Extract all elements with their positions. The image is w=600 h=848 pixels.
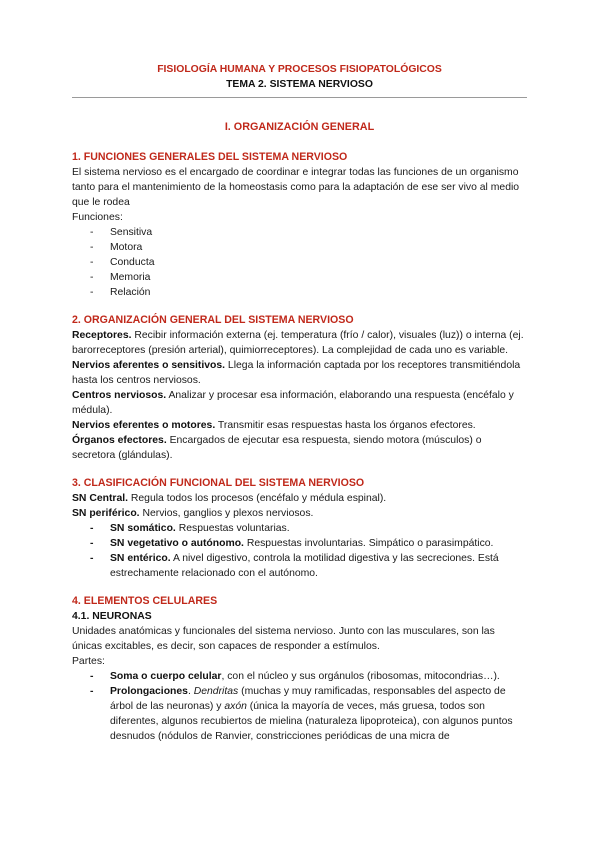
paragraph-centros xyxy=(72,388,527,418)
neuronas-intro: Unidades anatómicas y funcionales del sistema nervioso. Junto con las musculares, son las únicas excitables, es decir, son capaces de responder a estímulos. xyxy=(72,626,495,652)
list-item xyxy=(90,669,527,684)
term: SN Central. xyxy=(72,493,129,504)
description: Encargados de ejecutar esa respuesta, siendo motora (músculos) o secretora (glándulas). xyxy=(72,435,482,461)
term: Órganos efectores. xyxy=(72,435,167,446)
list-item: - Motora xyxy=(90,240,527,255)
description: (muchas y muy ramificadas, responsables del aspecto de árbol de las neuronas) y xyxy=(110,686,506,712)
document-title: FISIOLOGÍA HUMANA Y PROCESOS FISIOPATOLÓGICOS xyxy=(157,64,442,75)
description: Regula todos los procesos (encéfalo y médula espinal). xyxy=(128,493,387,504)
term: SN entérico. xyxy=(110,553,171,564)
intro-paragraph: El sistema nervioso es el encargado de coordinar e integrar todas las funciones de un organismo tanto para el mantenimiento de la homeostasis como para la adaptación de ese ser vivo al medio que le rodea xyxy=(72,167,520,208)
paragraph-organos xyxy=(72,433,527,463)
list-item: - Memoria xyxy=(90,270,527,285)
description: (única la mayoría de veces, más gruesa, todos son diferentes, algunos recubiertos de mielina (naturaleza lipoproteica), con algunos puntos desnudos (nódulos de Ranvier, constricciones periódicas de una micra de xyxy=(110,701,513,742)
functions-list xyxy=(72,225,527,300)
term: Soma o cuerpo celular xyxy=(110,671,222,682)
description: Llega la información captada por los receptores transmitiéndola hasta los centros nerviosos. xyxy=(72,360,521,386)
list-item: - Relación xyxy=(90,285,527,300)
description: Nervios, ganglios y plexos nerviosos. xyxy=(139,508,314,519)
term: SN somático. xyxy=(110,523,176,534)
parts-label: Partes: xyxy=(72,656,105,667)
list-item xyxy=(90,551,527,581)
term: Centros nerviosos. xyxy=(72,390,167,401)
list-item xyxy=(90,684,527,744)
term: Prolongaciones xyxy=(110,686,188,697)
list-item: - Conducta xyxy=(90,255,527,270)
term: SN periférico. xyxy=(72,508,140,519)
paragraph-sn-periferico xyxy=(72,506,527,521)
description: A nivel digestivo, controla la motilidad digestiva y las secreciones. Está estrechamente relacionado con el autónomo. xyxy=(110,553,499,579)
document-content xyxy=(72,62,527,744)
list-item: - Sensitiva xyxy=(90,225,527,240)
list-item xyxy=(90,521,527,536)
term: Nervios eferentes o motores. xyxy=(72,420,216,431)
functions-label: Funciones: xyxy=(72,212,123,223)
document-subtitle: TEMA 2. SISTEMA NERVIOSO xyxy=(226,79,373,90)
paragraph-aferentes xyxy=(72,358,527,388)
heading-organizacion: 2. ORGANIZACIÓN GENERAL DEL SISTEMA NERVIOSO xyxy=(72,314,354,326)
section-title: I. ORGANIZACIÓN GENERAL xyxy=(224,121,375,133)
heading-elementos: 4. ELEMENTOS CELULARES xyxy=(72,595,218,607)
term: Receptores. xyxy=(72,330,132,341)
sn-periferico-list xyxy=(72,521,527,581)
term: Nervios aferentes o sensitivos. xyxy=(72,360,226,371)
description: Recibir información externa (ej. temperatura (frío / calor), visuales (luz)) o interna (ej. barorreceptores (presión arterial), quimiorreceptores). La complejidad de cada uno es variable. xyxy=(72,330,524,356)
term-italic: Dendritas xyxy=(193,686,239,697)
paragraph-sn-central xyxy=(72,491,527,506)
description: Respuestas voluntarias. xyxy=(175,523,290,534)
term-italic: axón xyxy=(224,701,247,712)
list-item xyxy=(90,536,527,551)
paragraph-eferentes xyxy=(72,418,527,433)
header-divider xyxy=(72,97,527,98)
description: Analizar y procesar esa información, elaborando una respuesta (encéfalo y médula). xyxy=(72,390,514,416)
heading-funciones: 1. FUNCIONES GENERALES DEL SISTEMA NERVIOSO xyxy=(72,151,348,163)
parts-list xyxy=(72,669,527,744)
description: , con el núcleo y sus orgánulos (ribosomas, mitocondrias…). xyxy=(221,671,500,682)
heading-neuronas: 4.1. NEURONAS xyxy=(72,611,152,622)
description: Respuestas involuntarias. Simpático o parasimpático. xyxy=(243,538,494,549)
term: SN vegetativo o autónomo. xyxy=(110,538,244,549)
heading-clasificacion: 3. CLASIFICACIÓN FUNCIONAL DEL SISTEMA NERVIOSO xyxy=(72,477,365,489)
description: Transmitir esas respuestas hasta los órganos efectores. xyxy=(215,420,476,431)
paragraph-receptores xyxy=(72,328,527,358)
separator: . xyxy=(187,686,194,697)
